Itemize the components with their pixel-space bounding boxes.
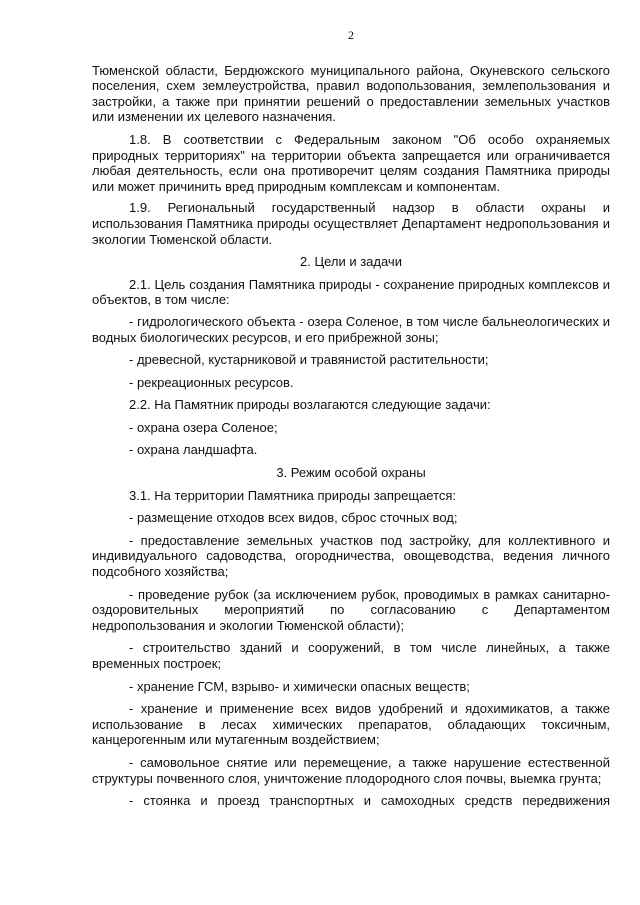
prohibition-item: - самовольное снятие или перемещение, а также нарушение естественной структуры почвенного слоя, уничтожение плодородного слоя почвы, выемка грунта;: [92, 754, 610, 786]
section-3-heading: 3. Режим особой охраны: [276, 465, 426, 481]
prohibition-item: - проведение рубок (за исключением рубок, проводимых в рамках санитарно-оздоровительных мероприятий по согласованию с Департаментом недропользования и экологии Тюменской области);: [92, 586, 610, 633]
paragraph-3-1: 3.1. На территории Памятника природы запрещается:: [129, 487, 457, 503]
prohibition-item: - стоянка и проезд транспортных и самоходных средств передвижения: [129, 793, 610, 809]
document-page: [92, 28, 610, 816]
section-2-heading: 2. Цели и задачи: [300, 254, 402, 270]
goal-item: - рекреационных ресурсов.: [129, 374, 294, 390]
page-number: 2: [348, 28, 354, 42]
prohibition-item: - строительство зданий и сооружений, в том числе линейных, а также временных построек;: [92, 640, 610, 671]
prohibition-item: - хранение и применение всех видов удобрений и ядохимикатов, а также использование в лесах химических препаратов, обладающих токсичным, канцерогенным или мутагенным воздействием;: [92, 701, 610, 748]
prohibition-item: - хранение ГСМ, взрыво- и химически опасных веществ;: [129, 678, 470, 694]
paragraph-1-9: 1.9. Региональный государственный надзор в области охраны и использования Памятника природы осуществляет Департамент недропользования и экологии Тюменской области.: [92, 200, 610, 247]
task-item: - охрана ландшафта.: [129, 442, 258, 458]
paragraph-2-1: 2.1. Цель создания Памятника природы - сохранение природных комплексов и объектов, в том числе:: [92, 276, 610, 308]
paragraph-2-2: 2.2. На Памятник природы возлагаются следующие задачи:: [129, 397, 491, 413]
task-item: - охрана озера Соленое;: [129, 419, 278, 435]
paragraph-1-8: 1.8. В соответствии с Федеральным законом "Об особо охраняемых природных территориях" на территории объекта запрещается или ограничивается любая деятельность, если она противоречит целям создания Памятника природы или может причинить вред природным комплексам и компонентам.: [92, 131, 610, 194]
goal-item: - гидрологического объекта - озера Соленое, в том числе бальнеологических и водных биологических ресурсов, и его прибрежной зоны;: [92, 313, 610, 345]
intro-paragraph: Тюменской области, Бердюжского муниципального района, Окуневского сельского поселения, схем землеустройства, правил водопользования, землепользования и застройки, а также при принятии решений о предоставлении земельных участков или изменении их целевого назначения.: [92, 62, 610, 125]
prohibition-item: - размещение отходов всех видов, сброс сточных вод;: [129, 510, 458, 526]
goal-item: - древесной, кустарниковой и травянистой растительности;: [129, 352, 489, 368]
prohibition-item: - предоставление земельных участков под застройку, для коллективного и индивидуального садоводства, огородничества, овощеводства, ведения личного подсобного хозяйства;: [92, 532, 610, 580]
